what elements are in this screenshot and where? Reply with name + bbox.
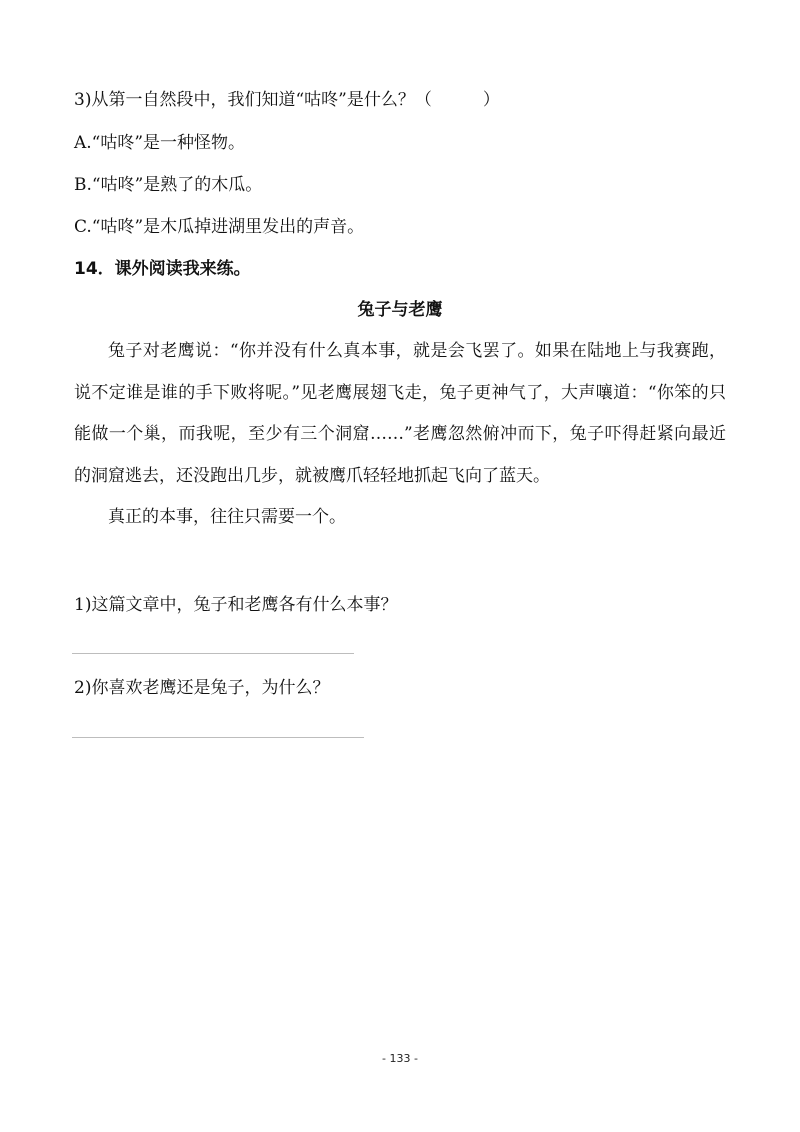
story-body	[74, 331, 726, 539]
story-paragraph-1: 兔子对老鹰说：“你并没有什么真本事，就是会飞罢了。如果在陆地上与我赛跑，说不定谁是谁的手下败将呢。”见老鹰展翅飞走，兔子更神气了，大声嚷道：“你笨的只能做一个巢，而我呢，至少有三个洞窟……”老鹰忽然俯冲而下，兔子吓得赶紧向最近的洞窟逃去，还没跑出几步，就被鹰爪轻轻地抓起飞向了蓝天。	[74, 341, 726, 486]
story-title: 兔子与老鹰	[357, 300, 443, 320]
option-c: C.“咕咚”是木瓜掉进湖里发出的声音。	[74, 217, 365, 237]
option-a: A.“咕咚”是一种怪物。	[74, 133, 246, 153]
question2: 2)你喜欢老鹰还是兔子，为什么？	[74, 678, 330, 698]
section14-heading: 14．课外阅读我来练。	[74, 259, 251, 279]
answer-line-1[interactable]	[72, 653, 354, 654]
story-paragraph-2: 真正的本事，往往只需要一个。	[108, 507, 346, 527]
option-b: B.“咕咚”是熟了的木瓜。	[74, 175, 263, 195]
question1: 1)这篇文章中，兔子和老鹰各有什么本事？	[74, 595, 398, 615]
answer-line-2[interactable]	[72, 737, 364, 738]
page-number: - 133 -	[382, 1052, 418, 1065]
question3-stem: 3)从第一自然段中，我们知道“咕咚”是什么？（ ）	[74, 90, 500, 110]
